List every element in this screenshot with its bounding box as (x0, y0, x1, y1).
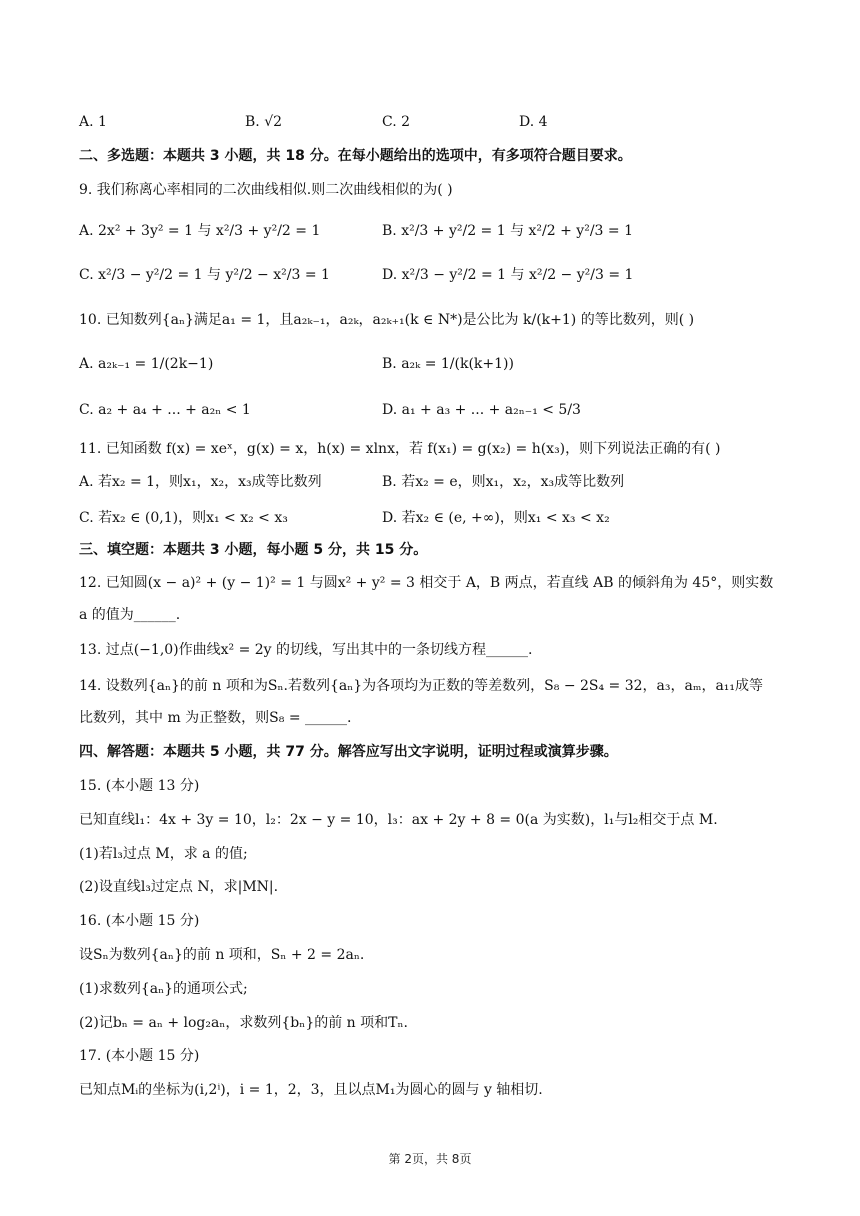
q9-option-b: B. x²/3 + y²/2 = 1 与 x²/2 + y²/3 = 1 (382, 223, 633, 239)
page-footer: 第 2页，共 8页 (388, 1152, 472, 1166)
q16-part-1: (1)求数列{aₙ}的通项公式; (79, 981, 248, 997)
q8-option-b: B. √2 (245, 114, 283, 130)
q12-line-2: a 的值为______. (79, 607, 181, 623)
q15-part-1: (1)若l₃过点 M，求 a 的值; (79, 846, 248, 862)
q9-option-d: D. x²/3 − y²/2 = 1 与 x²/2 − y²/3 = 1 (382, 267, 634, 283)
q9-option-c: C. x²/3 − y²/2 = 1 与 y²/2 − x²/3 = 1 (79, 267, 330, 283)
q9-option-a: A. 2x² + 3y² = 1 与 x²/3 + y²/2 = 1 (79, 223, 321, 239)
q10-option-a: A. a₂ₖ₋₁ = 1/(2k−1) (79, 356, 214, 372)
q9-stem: 9. 我们称离心率相同的二次曲线相似.则二次曲线相似的为( ) (79, 182, 453, 198)
q15-stem: 已知直线l₁：4x + 3y = 10，l₂：2x − y = 10，l₃：ax + 2y + 8 = 0(a 为实数)，l₁与l₂相交于点 M. (79, 812, 718, 828)
q12-line-1: 12. 已知圆(x − a)² + (y − 1)² = 1 与圆x² + y² = 3 相交于 A，B 两点，若直线 AB 的倾斜角为 45°，则实数 (79, 575, 774, 591)
q10-stem: 10. 已知数列{aₙ}满足a₁ = 1，且a₂ₖ₋₁，a₂ₖ，a₂ₖ₊₁(k ∈ N*)是公比为 k/(k+1) 的等比数列，则( ) (79, 312, 695, 328)
q10-option-c: C. a₂ + a₄ + ... + a₂ₙ < 1 (79, 402, 251, 418)
q16-part-2: (2)记bₙ = aₙ + log₂aₙ，求数列{bₙ}的前 n 项和Tₙ. (79, 1015, 408, 1031)
q11-option-d: D. 若x₂ ∈ (e, +∞)，则x₁ < x₃ < x₂ (382, 510, 610, 526)
q16-stem: 设Sₙ为数列{aₙ}的前 n 项和，Sₙ + 2 = 2aₙ. (79, 947, 365, 963)
q16-heading: 16. (本小题 15 分) (79, 913, 200, 929)
q8-option-d: D. 4 (519, 114, 548, 130)
q17-heading: 17. (本小题 15 分) (79, 1048, 200, 1064)
q8-option-c: C. 2 (382, 114, 411, 130)
section-3-heading: 三、填空题：本题共 3 小题，每小题 5 分，共 15 分。 (79, 542, 428, 558)
q14-line-2: 比数列，其中 m 为正整数，则S₈ = ______. (79, 710, 352, 726)
section-4-heading: 四、解答题：本题共 5 小题，共 77 分。解答应写出文字说明，证明过程或演算步骤。 (79, 744, 618, 760)
q14-line-1: 14. 设数列{aₙ}的前 n 项和为Sₙ.若数列{aₙ}为各项均为正数的等差数列，S₈ − 2S₄ = 32，a₃，aₘ，a₁₁成等 (79, 678, 764, 694)
q15-part-2: (2)设直线l₃过定点 N，求|MN|. (79, 879, 279, 895)
q13: 13. 过点(−1,0)作曲线x² = 2y 的切线，写出其中的一条切线方程______. (79, 642, 533, 658)
q17-stem: 已知点Mᵢ的坐标为(i,2ⁱ)，i = 1，2，3，且以点M₁为圆心的圆与 y 轴相切. (79, 1082, 543, 1098)
q10-option-b: B. a₂ₖ = 1/(k(k+1)) (382, 356, 514, 372)
q15-heading: 15. (本小题 13 分) (79, 778, 200, 794)
q11-option-b: B. 若x₂ = e，则x₁，x₂，x₃成等比数列 (382, 474, 625, 490)
q10-option-d: D. a₁ + a₃ + ... + a₂ₙ₋₁ < 5/3 (382, 402, 581, 418)
q11-stem: 11. 已知函数 f(x) = xeˣ，g(x) = x，h(x) = xlnx，若 f(x₁) = g(x₂) = h(x₃)，则下列说法正确的有( ) (79, 441, 721, 457)
q8-option-a: A. 1 (79, 114, 107, 130)
section-2-heading: 二、多选题：本题共 3 小题，共 18 分。在每小题给出的选项中，有多项符合题目要求。 (79, 148, 632, 164)
q11-option-c: C. 若x₂ ∈ (0,1)，则x₁ < x₂ < x₃ (79, 510, 288, 526)
q11-option-a: A. 若x₂ = 1，则x₁，x₂，x₃成等比数列 (79, 474, 322, 490)
